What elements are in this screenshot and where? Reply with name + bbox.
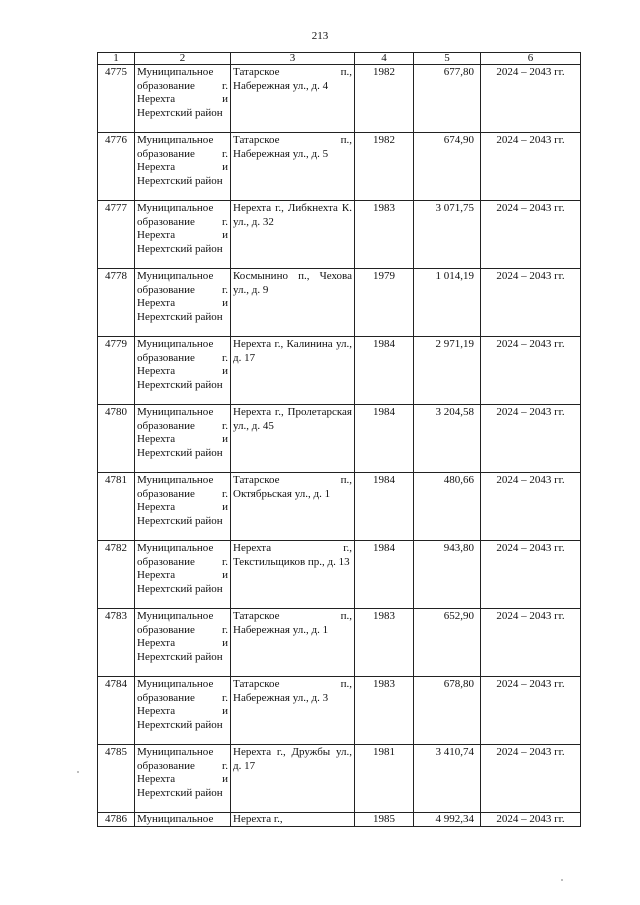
address-cell: Татарское п., Набережная ул., д. 4 <box>231 65 355 133</box>
row-id-cell: 4782 <box>98 541 135 609</box>
row-id-cell: 4776 <box>98 133 135 201</box>
column-header: 5 <box>414 53 481 65</box>
address-cell: Нерехта г., Текстильщиков пр., д. 13 <box>231 541 355 609</box>
table-row <box>98 269 581 337</box>
address-cell: Татарское п., Набережная ул., д. 1 <box>231 609 355 677</box>
area-cell: 674,90 <box>414 133 481 201</box>
area-cell: 1 014,19 <box>414 269 481 337</box>
address-cell: Татарское п., Октябрьская ул., д. 1 <box>231 473 355 541</box>
row-id-cell: 4775 <box>98 65 135 133</box>
address-cell: Татарское п., Набережная ул., д. 5 <box>231 133 355 201</box>
column-header: 1 <box>98 53 135 65</box>
row-id-cell: 4777 <box>98 201 135 269</box>
column-header: 4 <box>355 53 414 65</box>
area-cell: 4 992,34 <box>414 813 481 827</box>
table-row <box>98 745 581 813</box>
period-cell: 2024 – 2043 гг. <box>481 609 581 677</box>
row-id-cell: 4786 <box>98 813 135 827</box>
column-header: 6 <box>481 53 581 65</box>
table-row <box>98 677 581 745</box>
table-row <box>98 133 581 201</box>
year-cell: 1983 <box>355 201 414 269</box>
area-cell: 3 410,74 <box>414 745 481 813</box>
table-row <box>98 337 581 405</box>
year-cell: 1984 <box>355 473 414 541</box>
year-cell: 1982 <box>355 65 414 133</box>
period-cell: 2024 – 2043 гг. <box>481 405 581 473</box>
row-id-cell: 4778 <box>98 269 135 337</box>
area-cell: 480,66 <box>414 473 481 541</box>
owner-cell: Муниципальное образование г. Нерехта и Нерехтский район <box>135 337 231 405</box>
page-number: 213 <box>311 30 329 42</box>
table-row <box>98 541 581 609</box>
period-cell: 2024 – 2043 гг. <box>481 133 581 201</box>
row-id-cell: 4781 <box>98 473 135 541</box>
year-cell: 1984 <box>355 541 414 609</box>
period-cell: 2024 – 2043 гг. <box>481 813 581 827</box>
owner-cell: Муниципальное образование г. Нерехта и Нерехтский район <box>135 745 231 813</box>
period-cell: 2024 – 2043 гг. <box>481 65 581 133</box>
row-id-cell: 4785 <box>98 745 135 813</box>
address-cell: Татарское п., Набережная ул., д. 3 <box>231 677 355 745</box>
table-row <box>98 609 581 677</box>
address-cell: Нерехта г., Либкнехта К. ул., д. 32 <box>231 201 355 269</box>
table-row <box>98 473 581 541</box>
address-cell: Нерехта г., Калинина ул., д. 17 <box>231 337 355 405</box>
owner-cell: Муниципальное образование г. Нерехта и Нерехтский район <box>135 65 231 133</box>
period-cell: 2024 – 2043 гг. <box>481 337 581 405</box>
owner-cell: Муниципальное образование г. Нерехта и Нерехтский район <box>135 201 231 269</box>
address-cell: Космынино п., Чехова ул., д. 9 <box>231 269 355 337</box>
year-cell: 1979 <box>355 269 414 337</box>
row-id-cell: 4780 <box>98 405 135 473</box>
area-cell: 652,90 <box>414 609 481 677</box>
housing-table <box>97 52 581 827</box>
table-row <box>98 201 581 269</box>
area-cell: 677,80 <box>414 65 481 133</box>
scan-dot <box>560 878 564 882</box>
owner-cell: Муниципальное образование г. Нерехта и Нерехтский район <box>135 473 231 541</box>
area-cell: 3 204,58 <box>414 405 481 473</box>
table-row <box>98 405 581 473</box>
owner-cell: Муниципальное <box>135 813 231 827</box>
table-header-row <box>98 53 581 65</box>
year-cell: 1984 <box>355 405 414 473</box>
owner-cell: Муниципальное образование г. Нерехта и Нерехтский район <box>135 609 231 677</box>
year-cell: 1984 <box>355 337 414 405</box>
year-cell: 1981 <box>355 745 414 813</box>
year-cell: 1982 <box>355 133 414 201</box>
period-cell: 2024 – 2043 гг. <box>481 745 581 813</box>
column-header: 3 <box>231 53 355 65</box>
address-cell: Нерехта г., Пролетарская ул., д. 45 <box>231 405 355 473</box>
area-cell: 3 071,75 <box>414 201 481 269</box>
year-cell: 1983 <box>355 609 414 677</box>
year-cell: 1983 <box>355 677 414 745</box>
area-cell: 2 971,19 <box>414 337 481 405</box>
table-row <box>98 65 581 133</box>
row-id-cell: 4784 <box>98 677 135 745</box>
area-cell: 943,80 <box>414 541 481 609</box>
address-cell: Нерехта г., <box>231 813 355 827</box>
period-cell: 2024 – 2043 гг. <box>481 201 581 269</box>
scan-dot <box>76 770 80 774</box>
table-row <box>98 813 581 827</box>
period-cell: 2024 – 2043 гг. <box>481 269 581 337</box>
owner-cell: Муниципальное образование г. Нерехта и Нерехтский район <box>135 269 231 337</box>
column-header: 2 <box>135 53 231 65</box>
owner-cell: Муниципальное образование г. Нерехта и Нерехтский район <box>135 133 231 201</box>
owner-cell: Муниципальное образование г. Нерехта и Нерехтский район <box>135 677 231 745</box>
area-cell: 678,80 <box>414 677 481 745</box>
row-id-cell: 4779 <box>98 337 135 405</box>
year-cell: 1985 <box>355 813 414 827</box>
owner-cell: Муниципальное образование г. Нерехта и Нерехтский район <box>135 405 231 473</box>
period-cell: 2024 – 2043 гг. <box>481 473 581 541</box>
period-cell: 2024 – 2043 гг. <box>481 677 581 745</box>
address-cell: Нерехта г., Дружбы ул., д. 17 <box>231 745 355 813</box>
owner-cell: Муниципальное образование г. Нерехта и Нерехтский район <box>135 541 231 609</box>
row-id-cell: 4783 <box>98 609 135 677</box>
period-cell: 2024 – 2043 гг. <box>481 541 581 609</box>
